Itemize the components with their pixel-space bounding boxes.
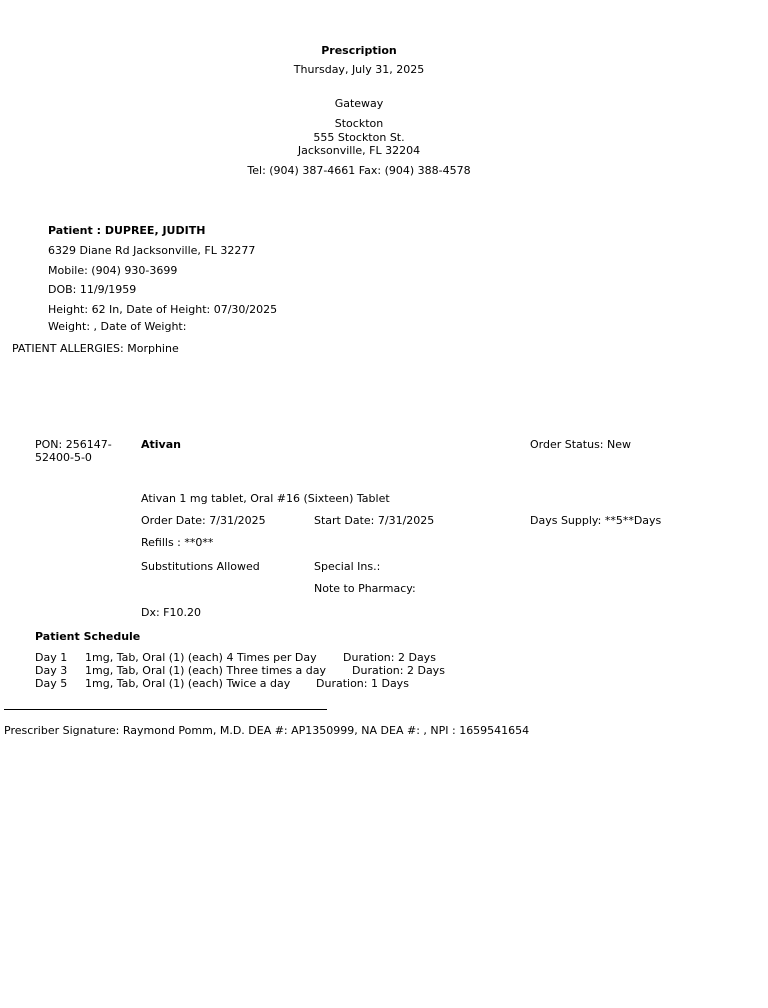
substitutions: Substitutions Allowed [141, 560, 260, 573]
organization-name: Gateway [334, 97, 384, 110]
patient-mobile: Mobile: (904) 930-3699 [48, 264, 178, 277]
order-status: Order Status: New [530, 438, 632, 451]
schedule-duration: Duration: 2 Days [352, 664, 445, 677]
schedule-day: Day 5 [35, 677, 68, 690]
document-date: Thursday, July 31, 2025 [293, 63, 425, 76]
schedule-duration: Duration: 2 Days [343, 651, 436, 664]
address-line-1: 555 Stockton St. [313, 131, 405, 144]
patient-dob: DOB: 11/9/1959 [48, 283, 137, 296]
diagnosis: Dx: F10.20 [141, 606, 202, 619]
address-line-2: Jacksonville, FL 32204 [297, 144, 421, 157]
schedule-dose: 1mg, Tab, Oral (1) (each) Twice a day [85, 677, 291, 690]
schedule-day: Day 3 [35, 664, 68, 677]
patient-address: 6329 Diane Rd Jacksonville, FL 32277 [48, 244, 256, 257]
location-name: Stockton [334, 117, 384, 130]
patient-height: Height: 62 In, Date of Height: 07/30/2025 [48, 303, 278, 316]
start-date: Start Date: 7/31/2025 [314, 514, 435, 527]
order-date: Order Date: 7/31/2025 [141, 514, 266, 527]
prescriber-signature: Prescriber Signature: Raymond Pomm, M.D. DEA #: AP1350999, NA DEA #: , NPI : 1659541654 [4, 724, 530, 737]
signature-line [4, 709, 327, 710]
schedule-title: Patient Schedule [35, 630, 141, 643]
patient-name: Patient : DUPREE, JUDITH [48, 224, 206, 237]
special-instructions: Special Ins.: [314, 560, 381, 573]
schedule-dose: 1mg, Tab, Oral (1) (each) Three times a day [85, 664, 327, 677]
pon-line-1: PON: 256147- [35, 438, 112, 451]
document-title: Prescription [321, 44, 397, 57]
drug-description: Ativan 1 mg tablet, Oral #16 (Sixteen) Tablet [141, 492, 390, 505]
refills: Refills : **0** [141, 536, 214, 549]
pon-line-2: 52400-5-0 [35, 451, 92, 464]
days-supply: Days Supply: **5**Days [530, 514, 662, 527]
drug-name: Ativan [141, 438, 181, 451]
schedule-dose: 1mg, Tab, Oral (1) (each) 4 Times per Day [85, 651, 317, 664]
patient-weight: Weight: , Date of Weight: [48, 320, 187, 333]
phone-fax: Tel: (904) 387-4661 Fax: (904) 388-4578 [247, 164, 471, 177]
schedule-duration: Duration: 1 Days [316, 677, 409, 690]
patient-allergies: PATIENT ALLERGIES: Morphine [12, 342, 179, 355]
note-to-pharmacy: Note to Pharmacy: [314, 582, 416, 595]
schedule-day: Day 1 [35, 651, 68, 664]
